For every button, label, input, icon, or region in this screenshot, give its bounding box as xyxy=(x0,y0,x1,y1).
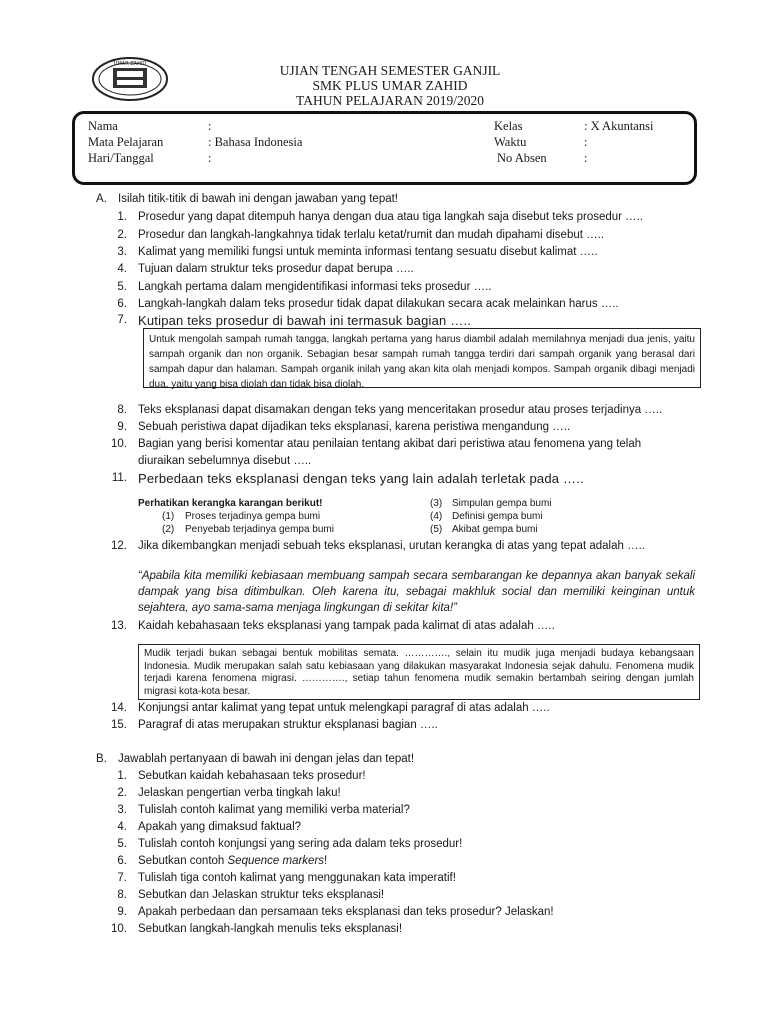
question-number: 13. xyxy=(111,620,127,632)
question-number: 7. xyxy=(117,314,127,326)
question-b10: Sebutkan langkah-langkah menulis teks eksplanasi! xyxy=(138,923,403,935)
kerangka-number: (5) xyxy=(430,524,443,535)
mapel-label: Mata Pelajaran xyxy=(88,135,164,149)
question-a10-line2: diuraikan sebelumnya disebut ….. xyxy=(138,455,312,467)
academic-year: TAHUN PELAJARAN 2019/2020 xyxy=(296,93,484,108)
question-number: 4. xyxy=(117,821,127,833)
question-a13: Kaidah kebahasaan teks eksplanasi yang tampak pada kalimat di atas adalah ….. xyxy=(138,620,555,632)
question-a15: Paragraf di atas merupakan struktur eksplanasi bagian ….. xyxy=(138,719,438,731)
question-number: 2. xyxy=(117,229,127,241)
question-b6 xyxy=(138,855,327,867)
question-a1: Prosedur yang dapat ditempuh hanya dengan dua atau tiga langkah saja disebut teks prosedur ….. xyxy=(138,211,644,223)
question-b6-text: Sebutkan contoh xyxy=(138,855,228,867)
question-number: 6. xyxy=(117,855,127,867)
kerangka-number: (2) xyxy=(162,524,175,535)
section-b-letter: B. xyxy=(96,753,107,765)
absen-label: No Absen xyxy=(497,151,547,165)
question-a7: Kutipan teks prosedur di bawah ini termasuk bagian ….. xyxy=(138,313,472,328)
kelas-label: Kelas xyxy=(494,119,523,133)
kerangka-item: Proses terjadinya gempa bumi xyxy=(185,511,321,522)
question-b2: Jelaskan pengertian verba tingkah laku! xyxy=(138,787,341,799)
kerangka-number: (1) xyxy=(162,511,175,522)
question-b8: Sebutkan dan Jelaskan struktur teks eksplanasi! xyxy=(138,889,385,901)
waktu-label: Waktu xyxy=(494,135,527,149)
question-number: 14. xyxy=(111,702,127,714)
question-number: 1. xyxy=(117,211,127,223)
kerangka-item: Penyebab terjadinya gempa bumi xyxy=(185,524,334,535)
question-a9: Sebuah peristiwa dapat dijadikan teks eksplanasi, karena peristiwa mengandung ….. xyxy=(138,421,571,433)
question-b6-end: ! xyxy=(324,855,328,867)
question-b5: Tulislah contoh konjungsi yang sering ada dalam teks prosedur! xyxy=(138,838,463,850)
question-b1: Sebutkan kaidah kebahasaan teks prosedur! xyxy=(138,770,366,782)
question-a4: Tujuan dalam struktur teks prosedur dapat berupa ….. xyxy=(138,263,414,275)
question-number: 5. xyxy=(117,838,127,850)
question-number: 9. xyxy=(117,906,127,918)
question-number: 8. xyxy=(117,404,127,416)
question-a3: Kalimat yang memiliki fungsi untuk meminta informasi tentang sesuatu disebut kalimat ….. xyxy=(138,246,598,258)
nama-value: : xyxy=(208,119,212,133)
question-number: 11. xyxy=(111,472,127,484)
hari-value: : xyxy=(208,151,212,165)
excerpt-box-prosedur: Untuk mengolah sampah rumah tangga, langkah pertama yang harus diambil adalah memilahnya menjadi dua jenis, yaitu sampah organik dan non organik. Sebagian besar sampah rumah tangga terdiri dari sampah organik yang berasal dari sampah dapur dan halaman. Sampah organik inilah yang akan kita olah menjadi kompos. Sampah organik dibagi menjadi dua, yaitu yang bisa diolah dan tidak bisa diolah. xyxy=(143,328,701,388)
question-number: 1. xyxy=(117,770,127,782)
hari-label: Hari/Tanggal xyxy=(88,151,154,165)
question-a11: Perbedaan teks eksplanasi dengan teks yang lain adalah terletak pada ….. xyxy=(138,471,584,486)
kerangka-title: Perhatikan kerangka karangan berikut! xyxy=(138,498,323,509)
mapel-value: : Bahasa Indonesia xyxy=(208,135,303,149)
question-a5: Langkah pertama dalam mengidentifikasi informasi teks prosedur ….. xyxy=(138,281,492,293)
question-a10-line1: Bagian yang berisi komentar atau penilaian tentang akibat dari peristiwa atau fenomena yang telah xyxy=(138,438,642,450)
question-a14: Konjungsi antar kalimat yang tepat untuk melengkapi paragraf di atas adalah ….. xyxy=(138,702,550,714)
question-number: 6. xyxy=(117,298,127,310)
kerangka-number: (4) xyxy=(430,511,443,522)
excerpt-box-mudik: Mudik terjadi bukan sebagai bentuk mobilitas semata. …………., selain itu mudik juga menjadi budaya kebangsaan Indonesia. Mudik merupakan salah satu kebiasaan yang dilakukan masyarakat Indonesia sejak dahulu. Fenomena mudik terjadi karena fenomena migrasi. …………., setiap tahun fenomena mudik semakin bertambah seiring dengan jumlah migrasi kota-kota besar. xyxy=(138,644,700,700)
exam-title: UJIAN TENGAH SEMESTER GANJIL xyxy=(279,63,501,78)
question-number: 10. xyxy=(111,438,127,450)
kerangka-item: Akibat gempa bumi xyxy=(452,524,538,535)
kerangka-number: (3) xyxy=(430,498,443,509)
question-number: 4. xyxy=(117,263,127,275)
nama-label: Nama xyxy=(88,119,118,133)
question-number: 2. xyxy=(117,787,127,799)
kerangka-item: Simpulan gempa bumi xyxy=(452,498,552,509)
question-a2: Prosedur dan langkah-langkahnya tidak terlalu ketat/rumit dan mudah dipahami disebut ….. xyxy=(138,229,605,241)
school-name: SMK PLUS UMAR ZAHID xyxy=(312,78,468,93)
kerangka-item: Definisi gempa bumi xyxy=(452,511,543,522)
svg-text:UMAR ZAHID: UMAR ZAHID xyxy=(113,61,147,67)
kelas-value: : X Akuntansi xyxy=(584,119,654,133)
exam-title-block xyxy=(200,63,580,108)
question-b6-italic: Sequence markers xyxy=(227,855,325,867)
question-number: 12. xyxy=(111,540,127,552)
question-number: 7. xyxy=(117,872,127,884)
question-number: 3. xyxy=(117,804,127,816)
section-b-heading: Jawablah pertanyaan di bawah ini dengan jelas dan tepat! xyxy=(118,753,415,765)
question-number: 8. xyxy=(117,889,127,901)
question-b4: Apakah yang dimaksud faktual? xyxy=(138,821,302,833)
question-b9: Apakah perbedaan dan persamaan teks eksplanasi dan teks prosedur? Jelaskan! xyxy=(138,906,554,918)
question-b7: Tulislah tiga contoh kalimat yang menggunakan kata imperatif! xyxy=(138,872,456,884)
question-a8: Teks eksplanasi dapat disamakan dengan teks yang menceritakan prosedur atau proses terjadinya ….. xyxy=(138,404,663,416)
question-number: 15. xyxy=(111,719,127,731)
question-number: 3. xyxy=(117,246,127,258)
waktu-value: : xyxy=(584,135,588,149)
question-number: 5. xyxy=(117,281,127,293)
section-a-letter: A. xyxy=(96,193,107,205)
section-a-heading: Isilah titik-titik di bawah ini dengan jawaban yang tepat! xyxy=(118,193,399,205)
quote-paragraph: “Apabila kita memiliki kebiasaan membuang sampah secara sembarangan ke depannya akan banyak sekali dampak yang bisa ditimbulkan. Oleh karena itu, sebagai makhluk social dan memiliki keinginan untuk sejahtera, ayo sama-sama menjaga lingkungan di sekitar kita!” xyxy=(138,570,695,614)
question-number: 10. xyxy=(111,923,127,935)
question-a12: Jika dikembangkan menjadi sebuah teks eksplanasi, urutan kerangka di atas yang tepat adalah ….. xyxy=(138,540,645,552)
question-a6: Langkah-langkah dalam teks prosedur tidak dapat dilakukan secara acak melainkan harus ….. xyxy=(138,298,619,310)
absen-value: : xyxy=(584,151,588,165)
school-logo xyxy=(91,56,169,102)
question-number: 9. xyxy=(117,421,127,433)
question-b3: Tulislah contoh kalimat yang memiliki verba material? xyxy=(138,804,410,816)
